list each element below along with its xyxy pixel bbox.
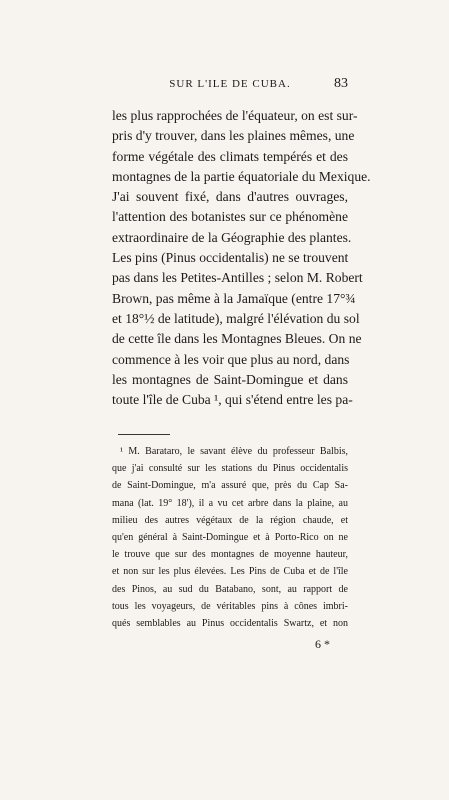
footnote-line: et non sur les plus élevées. Les Pins de Cuba et de l'île: [112, 566, 348, 578]
body-line: les montagnes de Saint-Domingue et dans: [112, 371, 348, 387]
body-line: pris d'y trouver, dans les plaines mêmes, une: [112, 128, 355, 144]
running-head: SUR L'ILE DE CUBA.: [169, 78, 291, 90]
footnote-line: milieu des autres végétaux de la région chaude, et: [112, 514, 348, 526]
body-line: Les pins (Pinus occidentalis) ne se trouvent: [112, 250, 349, 266]
footnote-line: que j'ai consulté sur les stations du Pinus occidentalis: [112, 463, 348, 475]
body-line: J'ai souvent fixé, dans d'autres ouvrages,: [112, 189, 348, 205]
body-line: forme végétale des climats tempérés et des: [112, 148, 348, 164]
signature-mark: 6 *: [315, 637, 330, 651]
footnote-line: mana (lat. 19° 18'), il a vu cet arbre dans la plaine, au: [112, 497, 348, 509]
footnote-line: de Saint-Domingue, m'a assuré que, près du Cap Sa-: [112, 480, 348, 492]
body-line: de cette île dans les Montagnes Bleues. On ne: [112, 331, 362, 347]
footnote-line: qu'en général à Saint-Domingue et à Porto-Rico on ne: [112, 532, 348, 544]
page-number: 83: [334, 76, 348, 91]
footnote-line: qués semblables au Pinus occidentalis Swartz, et non: [112, 618, 348, 630]
body-line: montagnes de la partie équatoriale du Mexique.: [112, 168, 371, 184]
body-line: toute l'île de Cuba ¹, qui s'étend entre les pa-: [112, 392, 353, 408]
body-line: et 18°½ de latitude), malgré l'élévation du sol: [112, 310, 360, 326]
footnote-line: des Pinos, au sud du Batabano, sont, au rapport de: [112, 583, 348, 595]
body-line: pas dans les Petites-Antilles ; selon M. Robert: [112, 270, 363, 286]
footnote-divider: [118, 434, 170, 435]
body-line: l'attention des botanistes sur ce phénomène: [112, 209, 348, 225]
body-line: commence à les voir que plus au nord, dans: [112, 351, 350, 367]
body-line: Brown, pas même à la Jamaïque (entre 17°¾: [112, 290, 356, 306]
footnote-line: le trouve que sur des montagnes de moyenne hauteur,: [112, 549, 348, 561]
footnote-line: tous les voyageurs, de véritables pins à cônes imbri-: [112, 600, 348, 612]
footnote: [112, 443, 348, 632]
footnote-line: ¹ M. Barataro, le savant élève du professeur Balbis,: [120, 446, 348, 457]
body-line: extraordinaire de la Géographie des plantes.: [112, 229, 352, 245]
body-line: les plus rapprochées de l'équateur, on est sur-: [112, 108, 358, 123]
body-text: [112, 106, 371, 410]
page-header: [112, 76, 348, 96]
